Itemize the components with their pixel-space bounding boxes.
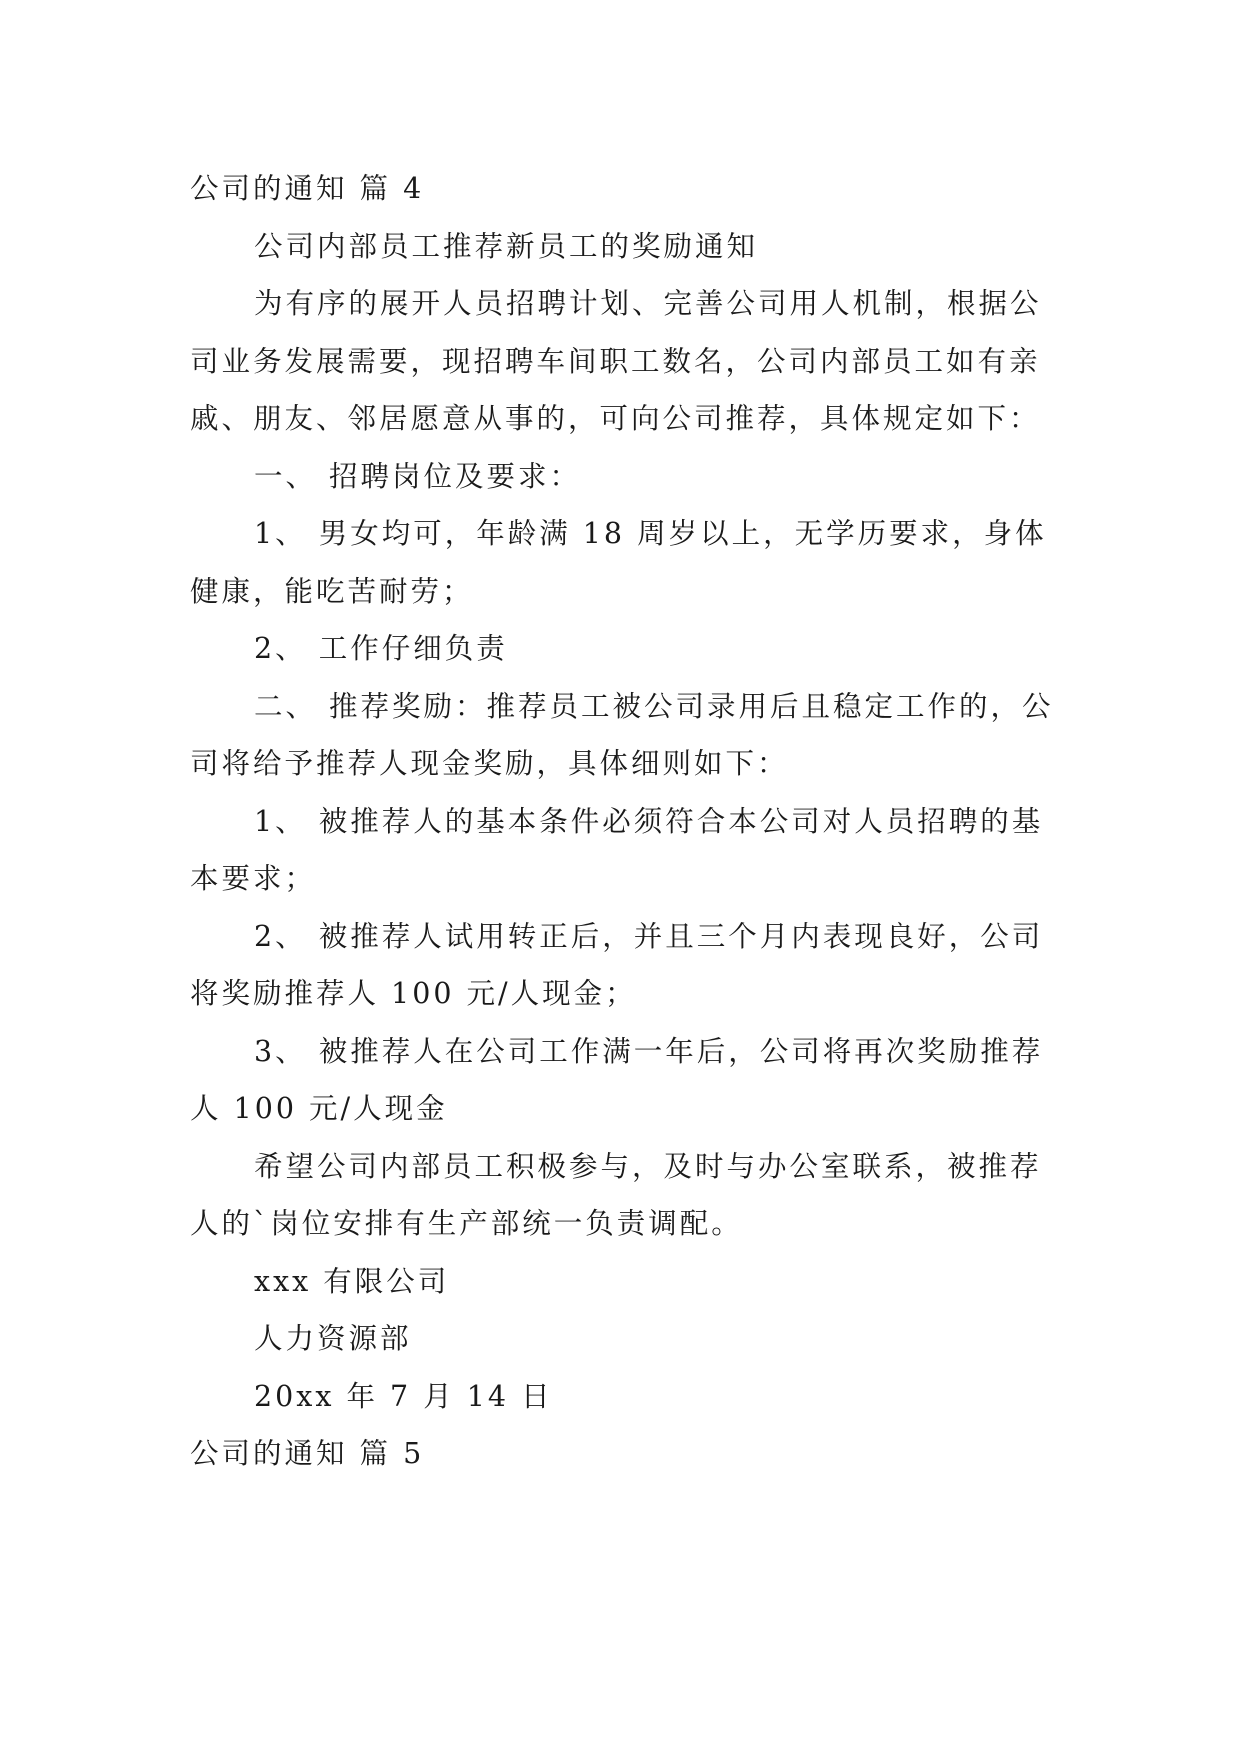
section-heading: 公司的通知 篇 4 [190, 172, 425, 205]
part2-heading: 二、 推荐奖励：推荐员工被公司录用后且稳定工作的，公司将给予推荐人现金奖励，具体细则如下： [190, 689, 1054, 780]
part2-item-2: 2、 被推荐人试用转正后，并且三个月内表现良好，公司将奖励推荐人 100 元/人现金； [190, 919, 1044, 1010]
notice-title: 公司内部员工推荐新员工的奖励通知 [254, 229, 759, 263]
document-body [190, 160, 1070, 1483]
intro-paragraph: 为有序的展开人员招聘计划、完善公司用人机制，根据公司业务发展需要，现招聘车间职工数名，公司内部员工如有亲戚、朋友、邻居愿意从事的，可向公司推荐，具体规定如下： [190, 287, 1042, 435]
closing-paragraph: 希望公司内部员工积极参与，及时与办公室联系，被推荐人的`岗位安排有生产部统一负责调配。 [190, 1149, 1042, 1240]
part2-item-1: 1、 被推荐人的基本条件必须符合本公司对人员招聘的基本要求； [190, 804, 1044, 895]
part1-item-1: 1、 男女均可，年龄满 18 周岁以上，无学历要求，身体健康，能吃苦耐劳； [190, 517, 1047, 608]
part1-heading: 一、 招聘岗位及要求： [254, 459, 582, 493]
next-section-heading: 公司的通知 篇 5 [190, 1437, 425, 1470]
part2-item-3: 3、 被推荐人在公司工作满一年后，公司将再次奖励推荐人 100 元/人现金 [190, 1034, 1044, 1125]
part1-item-2: 2、 工作仔细负责 [254, 632, 508, 665]
signature-company: xxx 有限公司 [254, 1264, 450, 1298]
signature-department: 人力资源部 [254, 1322, 412, 1355]
signature-date: 20xx 年 7 月 14 日 [254, 1379, 553, 1413]
